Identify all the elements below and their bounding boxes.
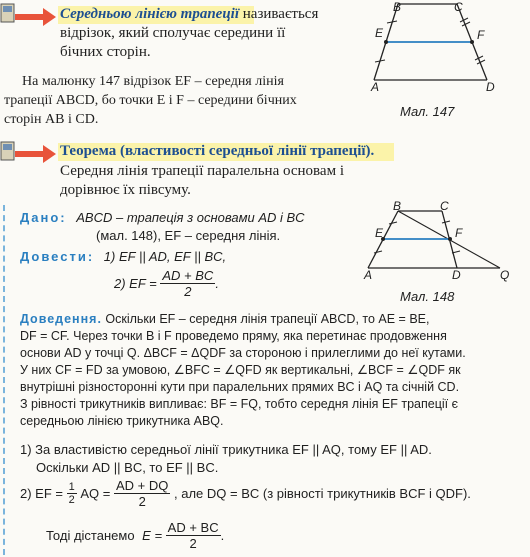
proof-label: Доведення. — [20, 312, 102, 326]
proof-line1: Доведення. Оскільки EF – середня лінія трапеції ABCD, то AE = BE, — [20, 312, 430, 326]
fig148-label-B: B — [393, 199, 402, 213]
definition-arrow-icon — [15, 6, 57, 28]
proof-line5: внутрішні різносторонні кути при паралельних прямих BC і AQ та січній CD. — [20, 380, 460, 394]
step2-formula: 2) EF = $\frac{1}{2}$ AQ = $\frac{AD + DQ}{2}$ , але DQ = BC (з рівності трикутників BCF і QDF). — [20, 478, 471, 509]
theorem-line2: Середня лінія трапеції паралельна основам і — [60, 163, 344, 179]
proof-margin-line — [3, 205, 5, 555]
definition-line3: бічних сторін. — [60, 44, 151, 60]
theorem-line3: дорівнює їх півсуму. — [60, 182, 191, 198]
fig148-label-F: F — [455, 226, 463, 240]
fig147-caption: Мал. 147 — [400, 104, 455, 119]
given-block — [20, 208, 305, 227]
theorem-title: Теорема (властивості середньої лінії трапеції). — [60, 143, 375, 159]
intro-line2: трапеції ABCD, бо точки E і F – середини бічних — [4, 93, 297, 108]
definition-line2: відрізок, який сполучає середини її — [60, 25, 286, 41]
proof-line6: З рівності трикутників випливає: BF = FQ, тобто середня лінія EF трапеції є — [20, 397, 458, 411]
fig148-label-E: E — [375, 226, 384, 240]
fig148-caption: Мал. 148 — [400, 289, 455, 304]
definition-term: Середньою лінією трапеції — [60, 6, 240, 22]
intro-line1: На малюнку 147 відрізок EF – середня лінія — [22, 74, 284, 89]
step1-line2: Оскільки AD || BC, то EF || BC. — [36, 460, 219, 475]
intro-line3: сторін AB і CD. — [4, 112, 99, 127]
fig147-label-A: A — [371, 80, 380, 94]
prove-label: Довести: — [20, 249, 95, 264]
theorem-arrow-icon — [15, 143, 57, 165]
fig148-label-C: C — [440, 199, 449, 213]
step1-line1: 1) За властивістю середньої лінії трикутника EF || AQ, тому EF || AD. — [20, 442, 432, 457]
fig148-label-D: D — [452, 268, 461, 282]
prove-item2: 2) EF = $\frac{AD + BC}{2}$ . — [114, 268, 219, 299]
proof-line4: У них CF = FD за умовою, ∠BFC = ∠QFD як вертикальні, ∠BCF = ∠QDF як — [20, 363, 461, 377]
result-formula: Тоді дістанемо E = $\frac{AD + BC}{2}$ . — [46, 520, 225, 551]
proof-line2: DF = CF. Через точки B і F проведемо пряму, яка перетинає продовження — [20, 329, 447, 343]
fig148-label-A: A — [364, 268, 373, 282]
fig147-label-E: E — [375, 26, 384, 40]
fig147-label-F: F — [477, 28, 485, 42]
theorem-icon — [0, 140, 16, 171]
fig147-label-B: B — [393, 0, 402, 14]
given-line2: (мал. 148), EF – середня лінія. — [96, 228, 281, 243]
definition-icon — [0, 2, 16, 33]
prove-item1: 1) EF || AD, EF || BC, — [103, 249, 227, 264]
proof-line3: основи AD у точці Q. ΔBCF = ΔQDF за стороною і прилеглими до неї кутами. — [20, 346, 466, 360]
definition-text: Середньою лінією трапеції називається — [60, 6, 319, 22]
prove-block — [20, 247, 226, 266]
given-line1: ABCD – трапеція з основами AD і BC — [76, 210, 305, 225]
fig147-label-C: C — [454, 0, 463, 14]
given-label: Дано: — [20, 210, 67, 225]
fig147-label-D: D — [486, 80, 495, 94]
fig148-label-Q: Q — [500, 268, 510, 282]
proof-line7: середньою лінією трикутника ABQ. — [20, 414, 224, 428]
